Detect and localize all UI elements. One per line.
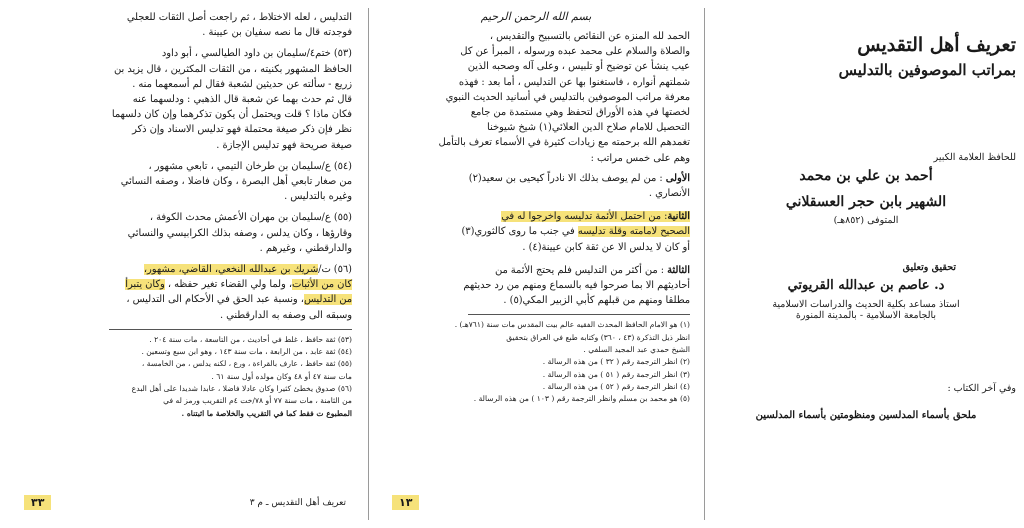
editor-description: استاذ مساعد بكلية الحديث والدراسات الاسلامية	[772, 299, 960, 310]
author-prefix: للحافظ العلامة الكبير	[933, 152, 1016, 163]
footnote-line: الشيخ حمدي عبد المجيد السلفي .	[583, 345, 690, 355]
title-line: بمراتب الموصوفين بالتدليس	[838, 61, 1016, 79]
entry-56	[14, 262, 352, 323]
text-line: وهم على خمس مراتب :	[590, 152, 690, 164]
footnote-line: المطبوع ت فقط كما في التقريب والخلاصة ما اثبتناه .	[181, 408, 352, 418]
text-line: أو كان لا يدلس الا عن ثقة كابن عيينة(٤) .	[522, 241, 690, 253]
text-line: من التدليس، ونسبة عبد الحق في الأحكام الى التدليس ،	[126, 294, 352, 306]
appendix-block	[716, 383, 1016, 421]
appendix-text: ملحق بأسماء المدلسين ومنظومتين بأسماء المدلسين	[755, 410, 977, 421]
text-line: صيغة صريحة فهو تدليس الإجازة .	[216, 139, 352, 151]
footnote-line: (٣) انظر الترجمة رقم ( ٥١ ) من هذه الرسالة .	[542, 369, 690, 379]
footnote-line: (٥٥) ثقة حافظ ، عارف بالقراءة ، ورع ، لكنه يدلس ، من الخامسة ،	[141, 359, 352, 369]
text-line: (٥٦) ت/شريك بن عبدالله النخعي، القاضي، مشهور،	[143, 264, 352, 276]
text-line: وغيره بالتدليس .	[284, 191, 352, 203]
footnote-line: من الثامنة ، مات سنة ٧٧ أو ٧٨/خت ٤م التقريب ورمز له في	[163, 396, 352, 406]
text-line: قال ثم حدث بهما عن شعبة قال الذهبي : ودلسهما عنه	[132, 94, 352, 106]
highlighted-text: من التدليس	[303, 294, 352, 306]
left-page	[0, 0, 366, 528]
footnotes	[14, 334, 352, 420]
page-number: ٣٣	[24, 495, 51, 510]
text-line: (٥٣) ختم٤/سليمان بن داود الطيالسي ، أبو داود	[161, 48, 352, 60]
edit-label: تحقيق وتعليق	[902, 262, 956, 273]
author-name: أحمد بن علي بن محمد	[799, 168, 933, 184]
entry-53	[14, 46, 352, 152]
introduction	[382, 29, 690, 166]
rank-third	[382, 263, 690, 309]
text-line: (٥٤) ع/سليمان بن طرخان التيمي ، تابعي مشهور ،	[148, 160, 352, 172]
author-name: الشهير بابن حجر العسقلاني	[785, 194, 947, 210]
editor-name: د. عاصم بن عبدالله القريوتي	[787, 278, 945, 293]
rank-second	[382, 209, 690, 255]
text-line: من صغار تابعي أهل البصرة ، وكان فاضلا ، وصفه النسائي	[120, 176, 352, 188]
footnote-divider	[468, 314, 690, 315]
basmala: بسم الله الرحمن الرحيم	[480, 10, 592, 23]
text-line: وسبقه الى وصفه به الدارقطني .	[219, 309, 352, 321]
footnote-line: (٥) هو محمد بن مسلم وانظر الترجمة رقم ( ١٠٣ ) من هذه الرسالة .	[473, 394, 690, 404]
page-divider	[368, 8, 369, 520]
rank-first	[382, 171, 690, 201]
author-block	[716, 152, 1016, 226]
text-line: كان من الأثبات، ولما ولي القضاء تغير حفظه ، وكان يتبرأ	[125, 279, 352, 291]
footnote-divider	[109, 329, 352, 330]
text-line: نظر فإن ذكر صيغة محتملة فهو تدليس الاسناد وإن ذكر	[132, 124, 352, 136]
highlighted-text: شريك بن عبدالله النخعي، القاضي، مشهور،	[143, 264, 319, 276]
footnote-line: مات سنة ٤٧ أو ٤٨ وكان مولده أول سنة ٦١ .	[211, 371, 352, 381]
rank-label: الأولى	[665, 172, 690, 184]
text-line: والدارقطني ، وغيرهم .	[259, 242, 352, 254]
editor-block	[716, 262, 1016, 321]
text-line: الأنصاري .	[648, 188, 690, 200]
text-line: عيب ينشأ عن توضيح أو تلبيس ، وعلى آله وصحبه الذين	[467, 61, 690, 73]
text-line: معرفة مراتب الموصوفين بالتدليس في أسانيد الحديث النبوي	[445, 91, 690, 103]
text-line: (٥٥) ع/سليمان بن مهران الأعمش محدث الكوفة ،	[149, 212, 352, 224]
text-line: تغمدهم الله برحمته مع زيادات كثيرة في الأسماء تعرف بالتأمل	[438, 137, 690, 149]
book-title	[716, 32, 1016, 82]
text-line: شملتهم أنواره ، فاستغنوا بها عن التدليس ، أما بعد : فهذه	[458, 76, 690, 88]
highlighted-text: كان من الأثبات	[292, 279, 352, 291]
entry-55	[14, 210, 352, 256]
entry-54	[14, 159, 352, 205]
text-line: فكان ماذا ؟ قلت ويحتمل أن يكون تذكرهما وإن كان دلسهما	[111, 109, 352, 121]
text-line: التحصيل للامام صلاح الدين العلائي(١) شيخ شيوخنا	[487, 122, 690, 134]
text-line: فوجدته قال ما نصه سفيان بن عيينة .	[202, 27, 352, 39]
footnote-line: (٥٣) ثقة حافظ ، غلط في أحاديث ، من التاسعة ، مات سنة ٢٠٤ .	[149, 334, 352, 344]
footnote-line: (٤) انظر الترجمة رقم ( ٥٢ ) من هذه الرسالة .	[542, 381, 690, 391]
title-page	[708, 0, 1024, 528]
appendix-intro: وفي آخر الكتاب :	[947, 383, 1016, 394]
highlighted-text: وكان يتبرأ	[125, 279, 165, 291]
text-line: زريع - سألته عن حديثين لشعبة فقال لم أسمعهما منه .	[132, 78, 352, 90]
text-line: الصحيح لامامته وقلة تدليسه في جنب ما روى كالثوري(٣)	[461, 226, 690, 238]
text-line: الحمد لله المنزه عن النقائص بالتسبيح والتقديس ،	[489, 31, 690, 42]
running-head: تعريف أهل التقديس ـ م ٣	[249, 498, 346, 508]
text-line: أحاديثهم الا بما صرحوا فيه بالسماع ومنهم من رد حديثهم	[463, 280, 690, 292]
rank-label: الثالثة	[667, 264, 690, 276]
footnote-line: (٥٦) صدوق يخطئ كثيرا وكان عادلا فاضلا ، عابدا شديدا على أهل البدع	[131, 384, 352, 394]
text-line: لخصتها في هذه الأوراق لتحفظ وهي مستمدة من جامع	[470, 107, 690, 119]
death-date: المتوفى (٨٥٢هـ)	[833, 215, 899, 226]
text-line: والصلاة والسلام على محمد عبده ورسوله ، المبرأ عن كل	[460, 46, 690, 58]
text-line: التدليس ، لعله الاختلاط ، ثم راجعت أصل الثقات للعجلي	[126, 12, 352, 23]
text-line: الحافظ المشهور بكنيته ، من الثقات المكثرين ، قال يزيد بن	[114, 63, 352, 75]
middle-page	[372, 0, 702, 528]
highlighted-text: الصحيح لامامته وقلة تدليسه	[577, 226, 690, 238]
text-line: مطلقا ومنهم من قبلهم كأبي الزبير المكي(٥) .	[503, 295, 690, 307]
footnote-line: انظر ذيل التذكرة (٤٣ ، ٣٦٠) وكتابه طبع في العراق بتحقيق	[506, 332, 690, 342]
text-line: وقارؤها ، وكان يدلس ، وصفه بذلك الكرابيسي والنسائي	[127, 227, 352, 239]
page-number: ١٣	[392, 495, 419, 510]
footnote-line: (٢) انظر الترجمة رقم ( ٣٢ ) من هذه الرسالة .	[542, 357, 690, 367]
text-line: الثالثة : من أكثر من التدليس فلم يحتج الأئمة من	[494, 264, 690, 276]
editor-description: بالجامعة الاسلامية - بالمدينة المنورة	[795, 310, 937, 321]
footnotes	[382, 319, 690, 405]
footnote-line: (١) هو الامام الحافظ المحدث الفقيه عالم بيت المقدس مات سنة (٧٦١هـ) .	[454, 320, 690, 330]
title-line: تعريف أهل التقديس	[857, 34, 1016, 56]
page-divider	[704, 8, 705, 520]
footnote-line: (٥٤) ثقة عابد ، من الرابعة ، مات سنة ١٤٣ ، وهو ابن سبع وتسعين .	[141, 347, 352, 357]
text-line: الأولى : من لم يوصف بذلك الا نادراً كيحيى بن سعيد(٢)	[468, 172, 690, 184]
rank-label: الثانية	[667, 211, 690, 223]
highlighted-text: : من احتمل الأئمة تدليسه واخرجوا له في	[501, 211, 668, 223]
text-line	[382, 209, 690, 224]
